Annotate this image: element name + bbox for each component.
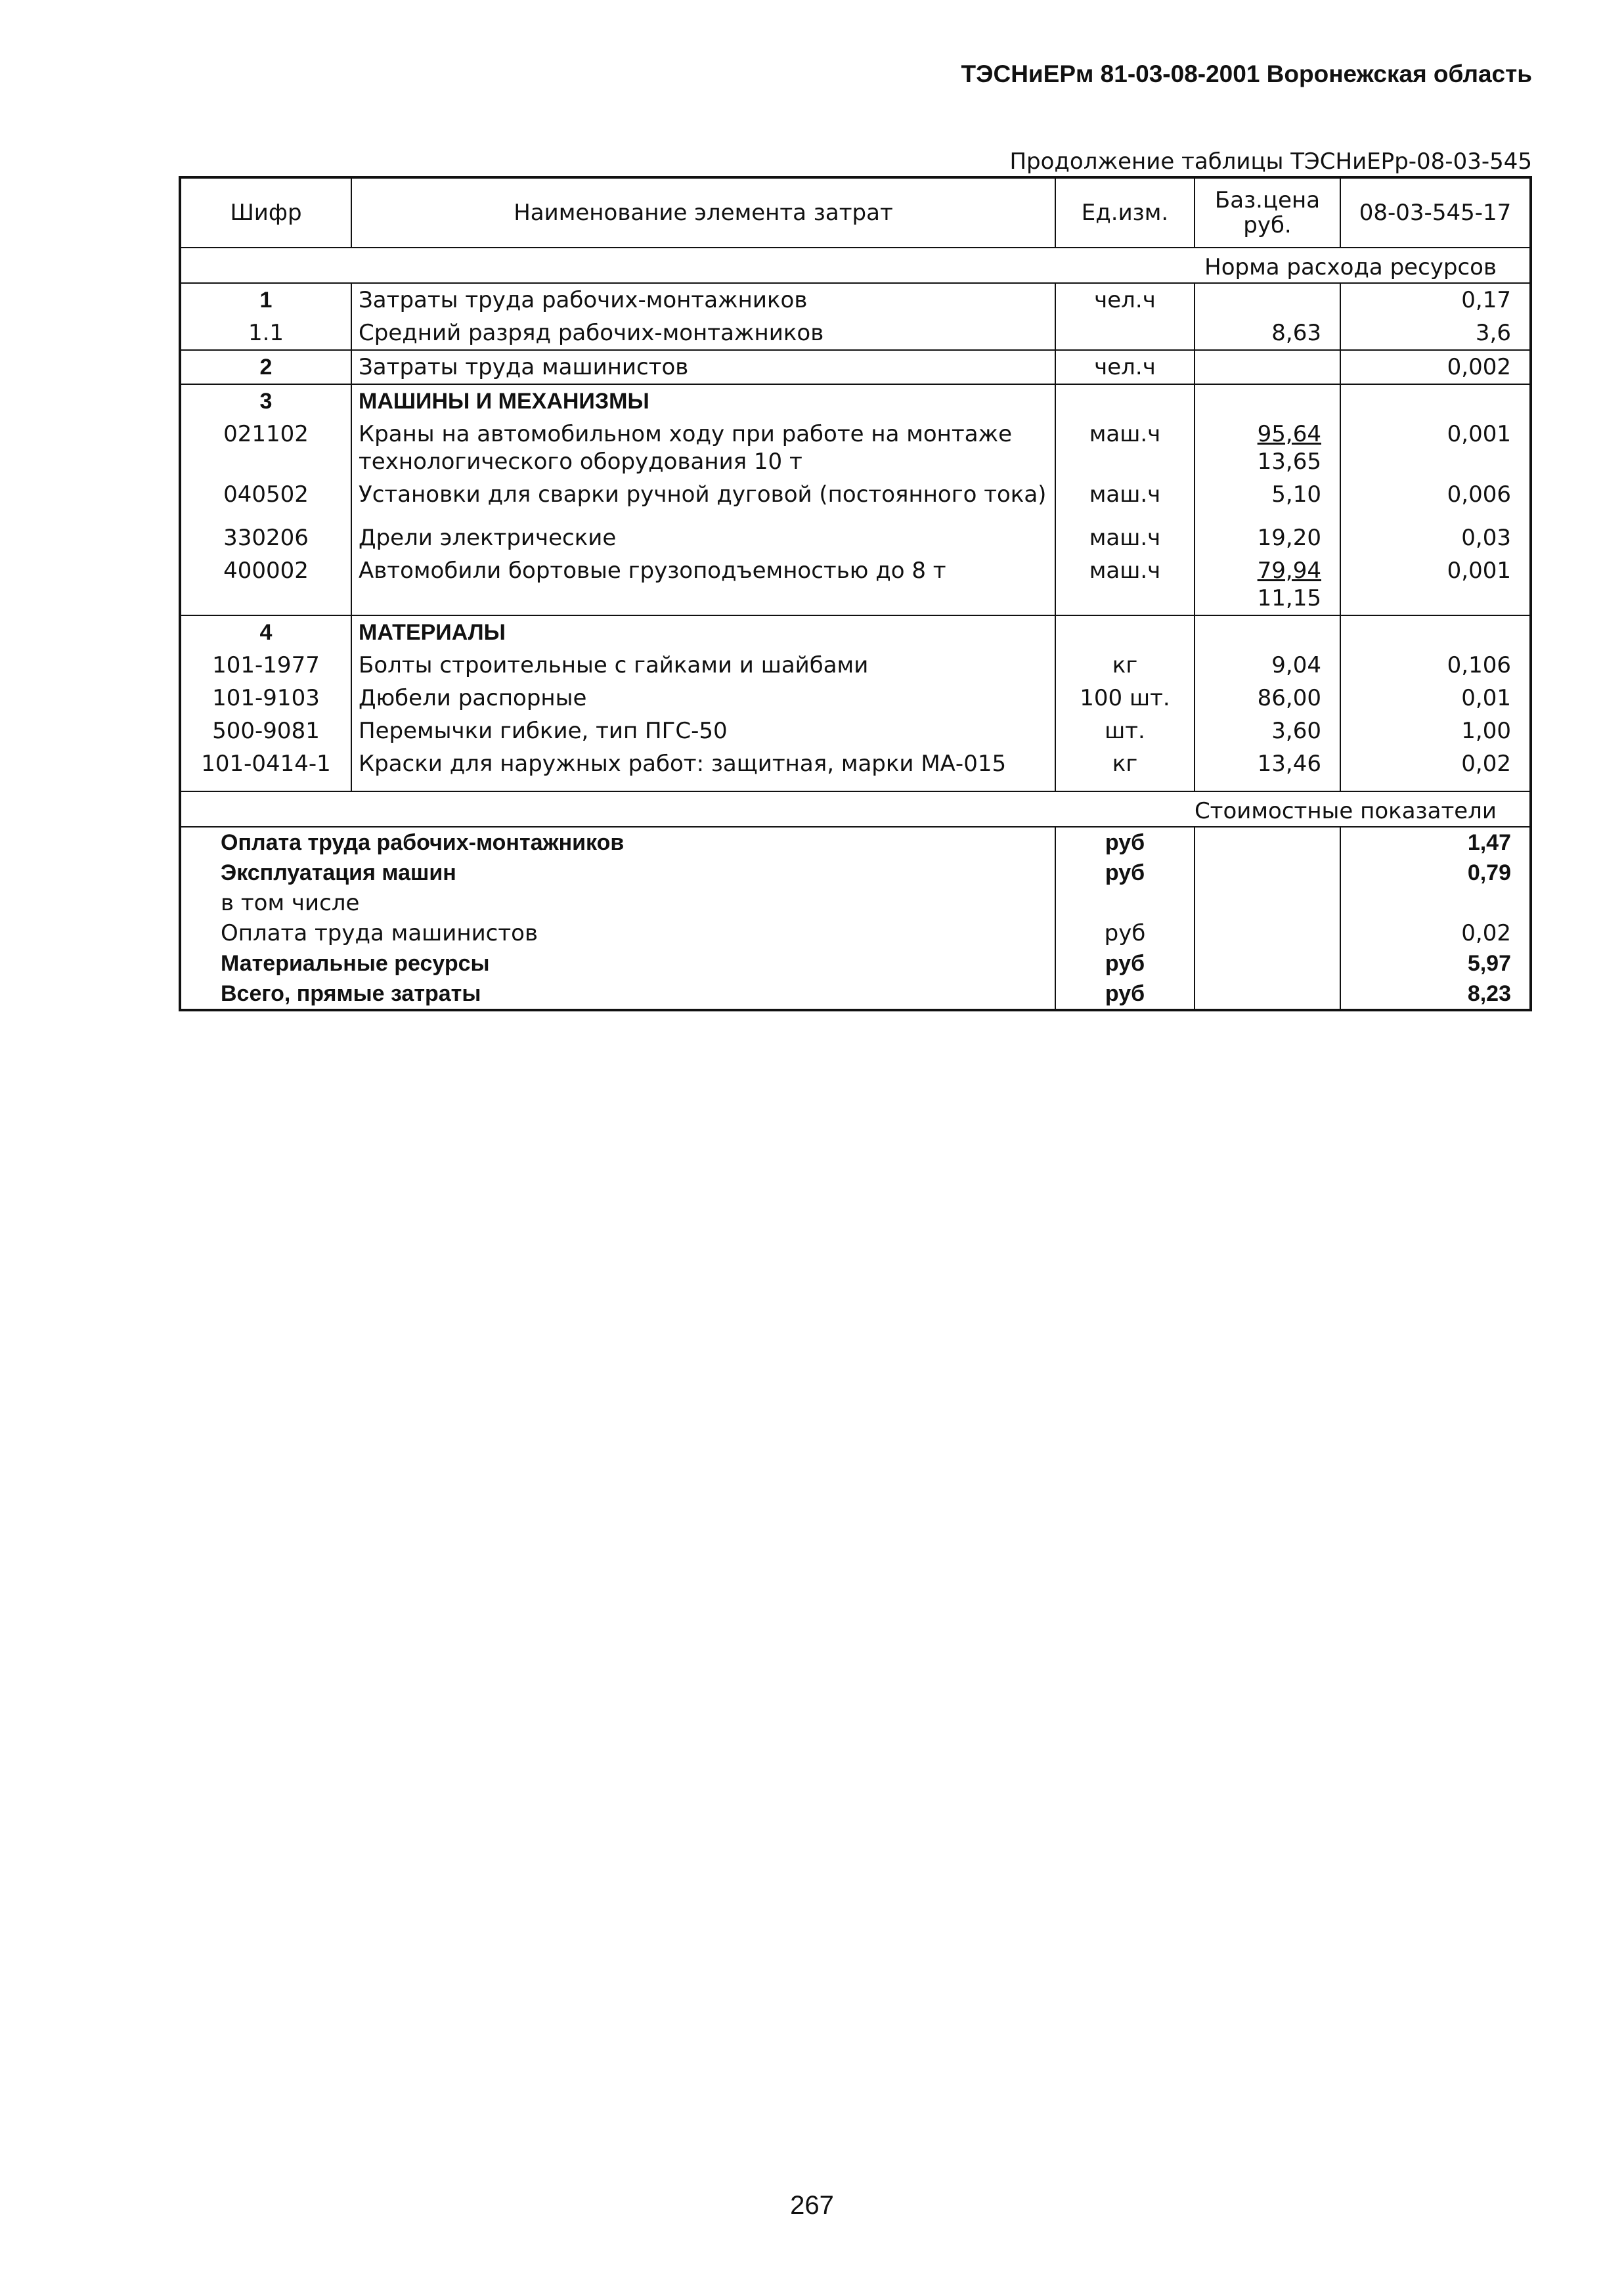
row-norm: 0,002 <box>1340 350 1531 384</box>
row-unit: кг <box>1055 747 1195 791</box>
row-code: 040502 <box>180 478 351 521</box>
row-code: 2 <box>180 350 351 384</box>
price-value: 79,94 <box>1257 558 1321 584</box>
section-cost-row <box>180 791 1531 827</box>
row-unit: 100 шт. <box>1055 682 1195 715</box>
row-unit: маш.ч <box>1055 478 1195 521</box>
row-code: 1.1 <box>180 317 351 350</box>
col-header-unit: Ед.изм. <box>1055 177 1195 248</box>
cost-row <box>180 948 1531 979</box>
row-price: 8,63 <box>1195 317 1340 350</box>
cost-unit: руб <box>1055 979 1195 1010</box>
row-code: 101-0414-1 <box>180 747 351 791</box>
table-row <box>180 554 1531 615</box>
row-name: Установки для сварки ручной дуговой (постоянного тока) <box>351 478 1055 521</box>
cost-unit: руб <box>1055 918 1195 948</box>
cost-label: Всего, прямые затраты <box>180 979 1055 1010</box>
price-operator-wage: 13,65 <box>1257 449 1321 475</box>
cost-value: 0,79 <box>1340 858 1531 888</box>
row-price: 13,46 <box>1195 747 1340 791</box>
cost-label: в том числе <box>180 888 1055 918</box>
row-name: Затраты труда рабочих-монтажников <box>351 283 1055 317</box>
cost-value: 0,02 <box>1340 918 1531 948</box>
row-price <box>1195 554 1340 615</box>
row-norm: 0,01 <box>1340 682 1531 715</box>
row-unit: шт. <box>1055 715 1195 747</box>
cost-value <box>1340 888 1531 918</box>
cost-row <box>180 918 1531 948</box>
row-price: 9,04 <box>1195 649 1340 682</box>
row-unit: чел.ч <box>1055 350 1195 384</box>
row-norm: 0,02 <box>1340 747 1531 791</box>
table-row <box>180 418 1531 478</box>
col-header-code: Шифр <box>180 177 351 248</box>
table-row <box>180 283 1531 317</box>
page-number: 267 <box>790 2191 834 2220</box>
cost-label: Эксплуатация машин <box>180 858 1055 888</box>
row-name: Краны на автомобильном ходу при работе на монтаже технологического оборудования 10 т <box>351 418 1055 478</box>
resource-table <box>179 176 1532 1011</box>
table-row <box>180 682 1531 715</box>
table-row <box>180 715 1531 747</box>
price-operator-wage: 11,15 <box>1257 585 1321 611</box>
col-header-price: Баз.цена руб. <box>1195 177 1340 248</box>
row-name: Перемычки гибкие, тип ПГС-50 <box>351 715 1055 747</box>
row-code: 400002 <box>180 554 351 615</box>
cost-unit: руб <box>1055 948 1195 979</box>
document-title: ТЭСНиЕРм 81-03-08-2001 Воронежская область <box>961 60 1532 87</box>
row-unit: маш.ч <box>1055 554 1195 615</box>
row-name: Болты строительные с гайками и шайбами <box>351 649 1055 682</box>
table-header-row <box>180 177 1531 248</box>
cost-label: Оплата труда рабочих-монтажников <box>180 827 1055 858</box>
row-code: 500-9081 <box>180 715 351 747</box>
row-code: 021102 <box>180 418 351 478</box>
row-norm: 0,006 <box>1340 478 1531 521</box>
cost-row <box>180 888 1531 918</box>
row-price <box>1195 283 1340 317</box>
section-code: 4 <box>180 615 351 649</box>
col-header-name: Наименование элемента затрат <box>351 177 1055 248</box>
row-norm: 0,001 <box>1340 554 1531 615</box>
table-row <box>180 350 1531 384</box>
row-price <box>1195 418 1340 478</box>
row-price <box>1195 350 1340 384</box>
row-unit: кг <box>1055 649 1195 682</box>
table-row <box>180 317 1531 350</box>
table-row <box>180 747 1531 791</box>
cost-value: 5,97 <box>1340 948 1531 979</box>
row-name: Дюбели распорные <box>351 682 1055 715</box>
table-row <box>180 649 1531 682</box>
row-unit: чел.ч <box>1055 283 1195 317</box>
table-row <box>180 521 1531 554</box>
table-row <box>180 478 1531 521</box>
row-norm: 3,6 <box>1340 317 1531 350</box>
cost-row <box>180 827 1531 858</box>
section-title: МАШИНЫ И МЕХАНИЗМЫ <box>351 384 1055 418</box>
row-name: Краски для наружных работ: защитная, марки МА-015 <box>351 747 1055 791</box>
row-price: 5,10 <box>1195 478 1340 521</box>
row-norm: 1,00 <box>1340 715 1531 747</box>
row-unit: маш.ч <box>1055 418 1195 478</box>
row-name: Затраты труда машинистов <box>351 350 1055 384</box>
row-norm: 0,001 <box>1340 418 1531 478</box>
row-price: 19,20 <box>1195 521 1340 554</box>
row-code: 330206 <box>180 521 351 554</box>
col-header-norm: 08-03-545-17 <box>1340 177 1531 248</box>
price-value: 95,64 <box>1257 421 1321 447</box>
row-norm: 0,03 <box>1340 521 1531 554</box>
cost-unit: руб <box>1055 858 1195 888</box>
row-price: 86,00 <box>1195 682 1340 715</box>
section-header-row <box>180 615 1531 649</box>
row-name: Дрели электрические <box>351 521 1055 554</box>
cost-unit: руб <box>1055 827 1195 858</box>
section-cost-label: Стоимостные показатели <box>180 791 1531 827</box>
cost-unit <box>1055 888 1195 918</box>
cost-label: Оплата труда машинистов <box>180 918 1055 948</box>
row-norm: 0,17 <box>1340 283 1531 317</box>
cost-value: 1,47 <box>1340 827 1531 858</box>
table-continuation-caption: Продолжение таблицы ТЭСНиЕРр-08-03-545 <box>1009 148 1532 175</box>
row-code: 101-9103 <box>180 682 351 715</box>
row-unit: маш.ч <box>1055 521 1195 554</box>
section-code: 3 <box>180 384 351 418</box>
row-unit <box>1055 317 1195 350</box>
row-code: 101-1977 <box>180 649 351 682</box>
cost-row <box>180 858 1531 888</box>
cost-label: Материальные ресурсы <box>180 948 1055 979</box>
row-price: 3,60 <box>1195 715 1340 747</box>
cost-value: 8,23 <box>1340 979 1531 1010</box>
row-name: Средний разряд рабочих-монтажников <box>351 317 1055 350</box>
section-norm-label: Норма расхода ресурсов <box>180 248 1531 283</box>
section-header-row <box>180 384 1531 418</box>
row-norm: 0,106 <box>1340 649 1531 682</box>
cost-row-total <box>180 979 1531 1010</box>
section-norm-row <box>180 248 1531 283</box>
row-code: 1 <box>180 283 351 317</box>
row-name: Автомобили бортовые грузоподъемностью до 8 т <box>351 554 1055 615</box>
section-title: МАТЕРИАЛЫ <box>351 615 1055 649</box>
